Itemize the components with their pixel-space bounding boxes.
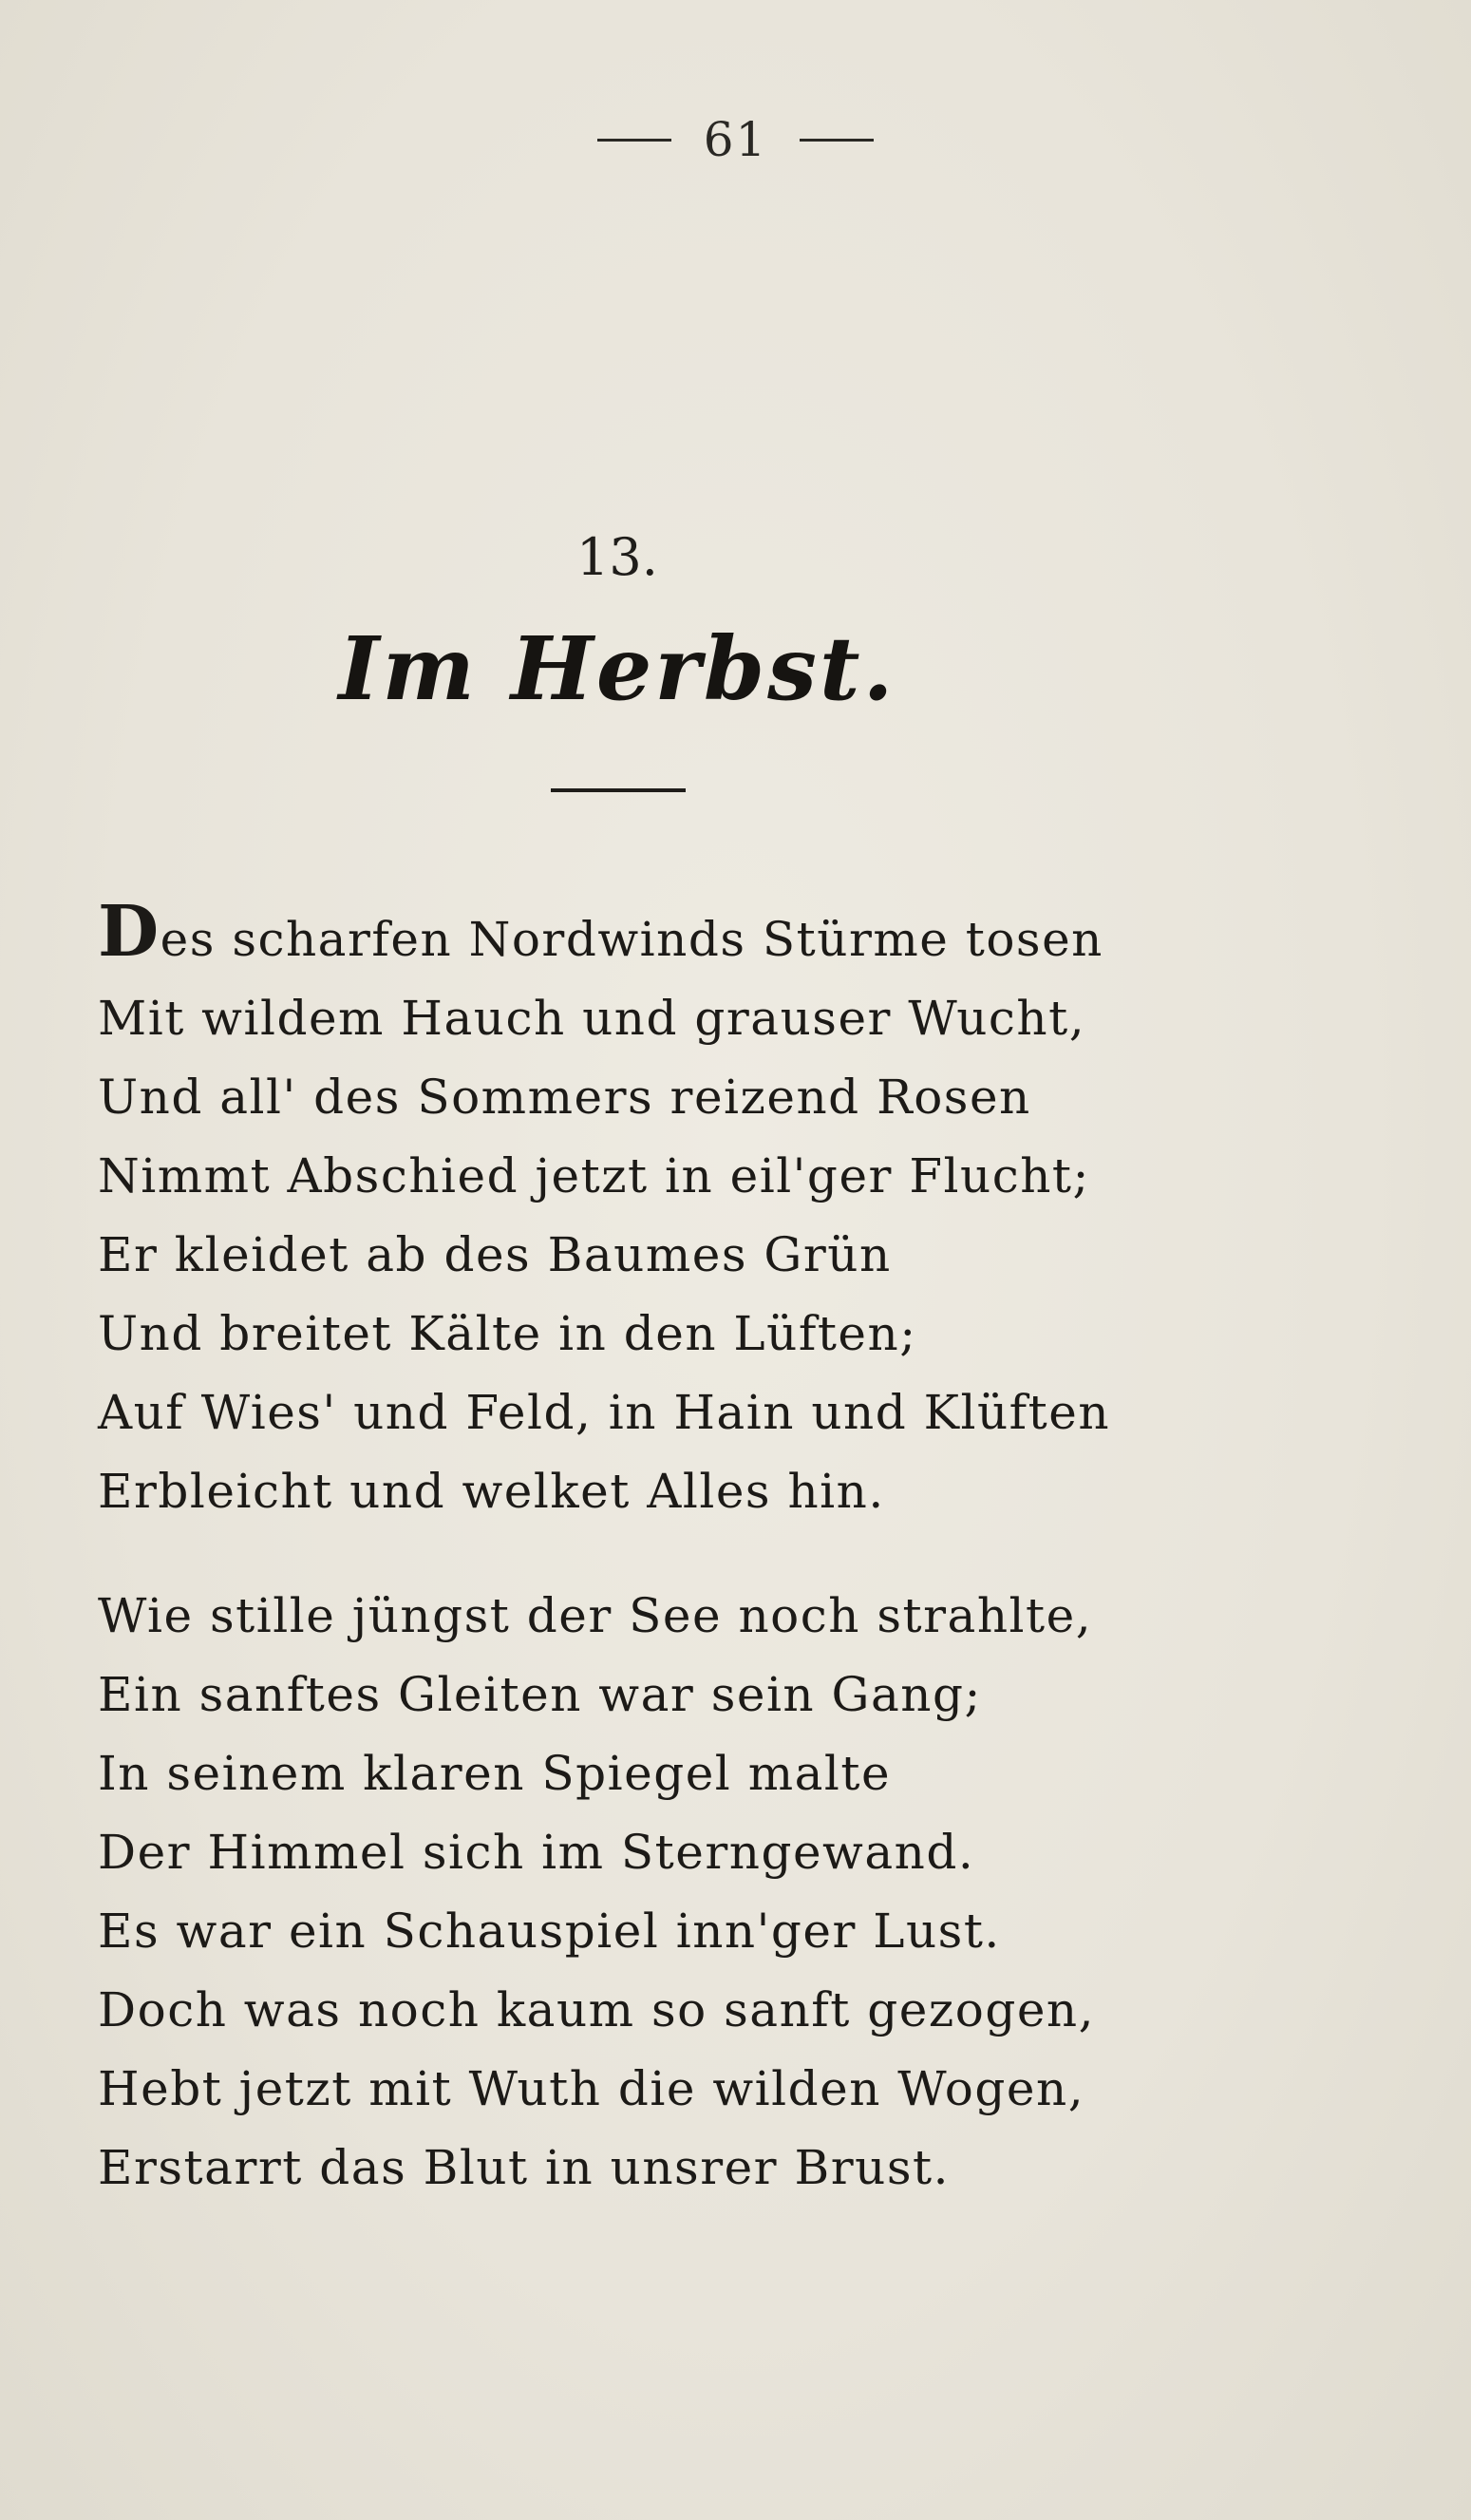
poem-line: Auf Wies' und Feld, in Hain und Klüften xyxy=(98,1385,1111,1440)
drop-cap: D xyxy=(98,891,160,973)
running-head xyxy=(0,112,1471,167)
poem-line: Wie stille jüngst der See noch strahlte, xyxy=(98,1588,1093,1643)
poem-line xyxy=(98,891,1171,979)
poem-line: Mit wildem Hauch und grauser Wucht, xyxy=(98,991,1086,1046)
poem-line: Ein sanftes Gleiten war sein Gang; xyxy=(98,1667,982,1722)
poem-line-text: es scharfen Nordwinds Stürme tosen xyxy=(160,912,1103,967)
poem-line: Erstarrt das Blut in unsrer Brust. xyxy=(98,2140,950,2195)
poem-title: Im Herbst. xyxy=(338,617,896,720)
poem-line: Er kleidet ab des Baumes Grün xyxy=(98,1227,892,1282)
stanza-2 xyxy=(98,1577,1171,2207)
poem-line: Hebt jetzt mit Wuth die wilden Wogen, xyxy=(98,2061,1085,2116)
poem-line: Nimmt Abschied jetzt in eil'ger Flucht; xyxy=(98,1148,1090,1203)
poem-line: Der Himmel sich im Sterngewand. xyxy=(98,1825,975,1880)
poem-line: In seinem klaren Spiegel malte xyxy=(98,1746,892,1801)
poem-line: Es war ein Schauspiel inn'ger Lust. xyxy=(98,1904,1001,1959)
poem-line: Doch was noch kaum so sanft gezogen, xyxy=(98,1982,1096,2037)
poem-line: Erbleicht und welket Alles hin. xyxy=(98,1464,885,1519)
header-dash-left xyxy=(597,139,671,142)
page-number: 61 xyxy=(703,112,768,167)
stanza-1 xyxy=(98,891,1171,1531)
header-dash-right xyxy=(800,139,874,142)
poem-line: Und breitet Kälte in den Lüften; xyxy=(98,1306,917,1361)
poem-line: Und all' des Sommers reizend Rosen xyxy=(98,1070,1031,1125)
title-rule xyxy=(551,788,686,792)
poem-number: 13. xyxy=(576,527,658,587)
